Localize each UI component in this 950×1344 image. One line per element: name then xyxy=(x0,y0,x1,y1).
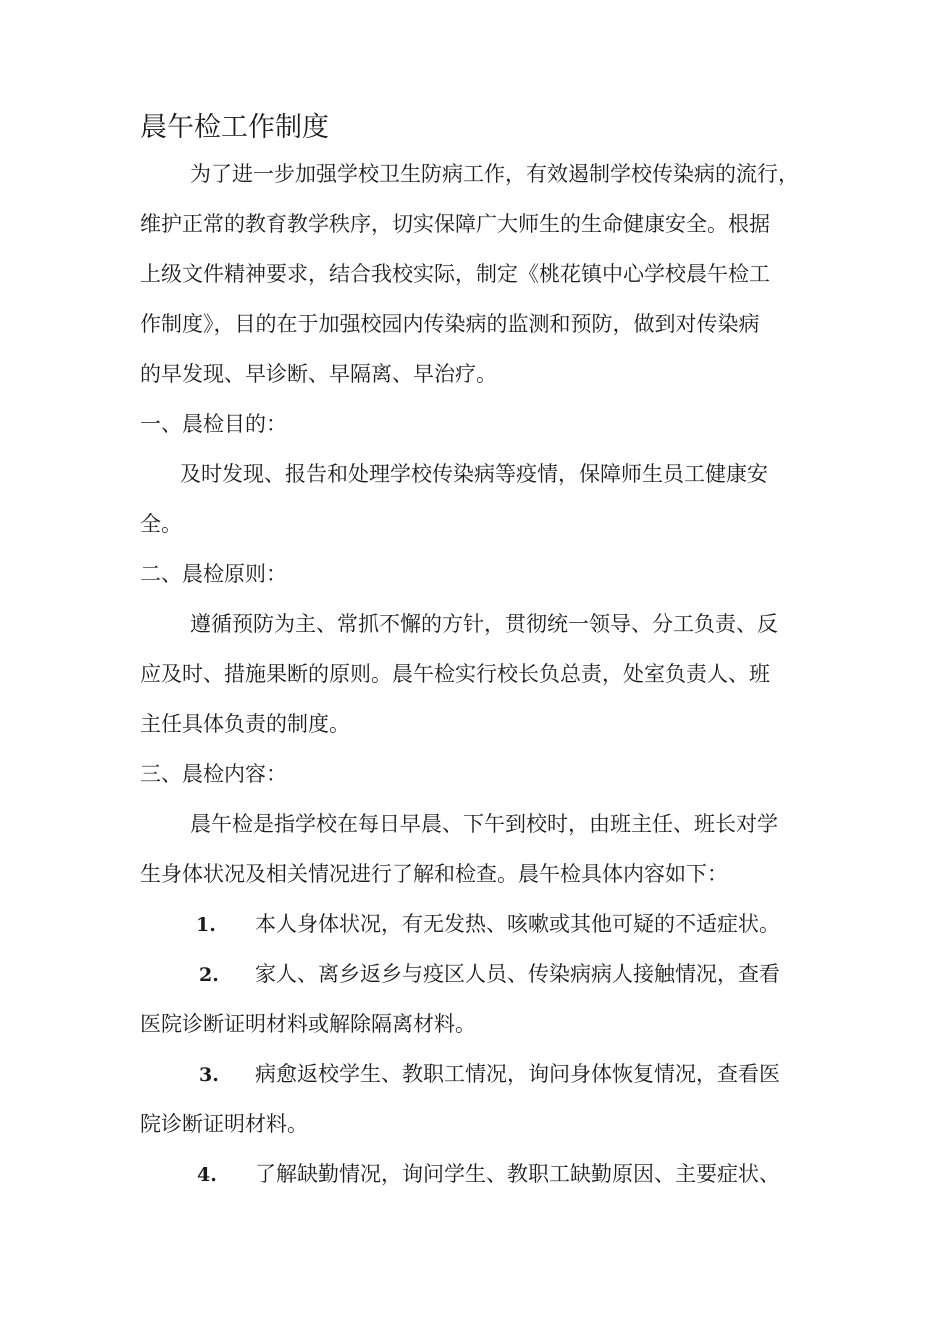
intro-line-1: 为了进一步加强学校卫生防病工作，有效遏制学校传染病的流行， xyxy=(190,162,799,186)
section2-line-1: 遵循预防为主、常抓不懈的方针，贯彻统一领导、分工负责、反 xyxy=(190,612,778,636)
list-item-3-line-1: 病愈返校学生、教职工情况，询问身体恢复情况，查看医 xyxy=(255,1062,780,1086)
document-title: 晨午检工作制度 xyxy=(140,112,329,143)
list-item-number: 2. xyxy=(199,964,219,986)
section1-line-1: 及时发现、报告和处理学校传染病等疫情，保障师生员工健康安 xyxy=(180,462,768,486)
intro-line-5: 的早发现、早诊断、早隔离、早治疗。 xyxy=(140,362,497,386)
list-item-4-number xyxy=(197,1159,217,1190)
section3-heading: 三、晨检内容： xyxy=(140,762,287,786)
list-item-number: 3. xyxy=(199,1064,219,1086)
list-item-3-line-2: 院诊断证明材料。 xyxy=(140,1112,308,1136)
list-item-number: 1. xyxy=(196,914,216,936)
section3-line-1: 晨午检是指学校在每日早晨、下午到校时，由班主任、班长对学 xyxy=(190,812,778,836)
list-item-4-line-1: 了解缺勤情况，询问学生、教职工缺勤原因、主要症状、 xyxy=(255,1162,780,1186)
list-item-number: 4. xyxy=(197,1164,217,1186)
list-item-1-number xyxy=(196,909,216,940)
section3-line-2: 生身体状况及相关情况进行了解和检查。晨午检具体内容如下： xyxy=(140,862,728,886)
list-item-2-number xyxy=(199,959,219,990)
intro-line-3: 上级文件精神要求，结合我校实际，制定《桃花镇中心学校晨午检工 xyxy=(140,262,770,286)
section2-line-2: 应及时、措施果断的原则。晨午检实行校长负总责，处室负责人、班 xyxy=(140,662,770,686)
list-item-2-line-2: 医院诊断证明材料或解除隔离材料。 xyxy=(140,1012,476,1036)
list-item-1-line-1: 本人身体状况，有无发热、咳嗽或其他可疑的不适症状。 xyxy=(255,912,780,936)
section2-line-3: 主任具体负责的制度。 xyxy=(140,712,350,736)
section1-heading: 一、晨检目的： xyxy=(140,412,287,436)
intro-line-2: 维护正常的教育教学秩序，切实保障广大师生的生命健康安全。根据 xyxy=(140,212,770,236)
list-item-2-line-1: 家人、离乡返乡与疫区人员、传染病病人接触情况，查看 xyxy=(255,962,780,986)
list-item-3-number xyxy=(199,1059,219,1090)
section1-line-2: 全。 xyxy=(140,512,182,536)
intro-line-4: 作制度》，目的在于加强校园内传染病的监测和预防，做到对传染病 xyxy=(140,312,760,336)
section2-heading: 二、晨检原则： xyxy=(140,562,287,586)
